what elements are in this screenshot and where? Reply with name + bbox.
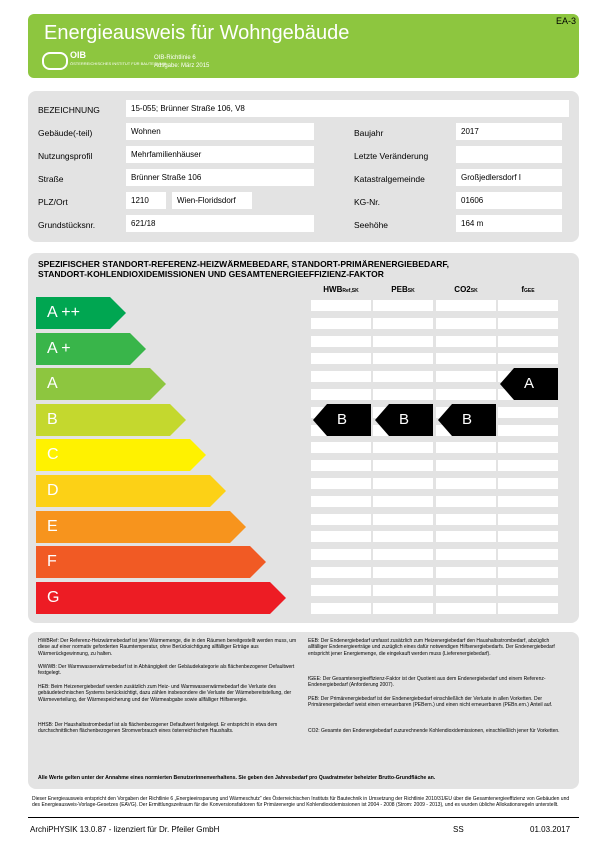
class-label: A ++ <box>47 304 80 321</box>
column-header-main: HWB <box>323 285 343 294</box>
grid-cell <box>498 603 558 614</box>
grid-column-3 <box>498 297 558 619</box>
kg-nr-label: KG-Nr. <box>354 197 380 207</box>
strasse-label: Straße <box>38 174 64 184</box>
def-hhsb: HHSB: Der Haushaltsstrombedarf ist als flächenbezogener Defaultwert festgelegt. Er entspricht in etwa dem durchschnittlichen flächenbezogenen Stromverbrauch eines österreichischen Haushalts. <box>38 722 278 735</box>
footnote: Dieser Energieausweis entspricht den Vorgaben der Richtlinie 6 „Energieeinsparung und Wärmeschutz“ des Österreichischen Instituts für Bautechnik in Umsetzung der Richtlinie 2010/31/EU über die Gesamtenergieeffizienz von Gebäuden und des Energieausweis-Vorlage-Gesetzes (EAVG). Der Ermittlungszeitraum für die Konversionsfaktoren für Primärenergie und Kohlendioxidemissionen ist 2004 - 2008 (Strom: 2009 - 2013), und es wurden übliche Allokationsregeln unterstellt. <box>32 796 570 808</box>
grid-cell <box>311 603 371 614</box>
grid-cell <box>436 567 496 578</box>
grid-cell <box>498 549 558 560</box>
class-arrow-8 <box>36 582 286 614</box>
grid-cell <box>311 353 371 364</box>
class-label: A <box>47 375 58 393</box>
class-arrow-2 <box>36 368 166 400</box>
column-header-sub: GEE <box>524 288 535 294</box>
column-header-main: PEB <box>391 285 408 294</box>
grid-cell <box>373 300 433 311</box>
grid-column-0 <box>311 297 371 619</box>
class-label: G <box>47 588 60 606</box>
grid-cell <box>373 442 433 453</box>
grid-cell <box>436 300 496 311</box>
grid-cell <box>498 531 558 542</box>
grid-cell <box>498 442 558 453</box>
grid-cell <box>373 318 433 329</box>
grid-cell <box>436 514 496 525</box>
letzte-veraenderung-label: Letzte Veränderung <box>354 151 429 161</box>
baujahr-label: Baujahr <box>354 128 384 138</box>
column-header-main: CO2 <box>454 285 471 294</box>
oib-logo-text: OIB <box>70 50 87 60</box>
seehoehe-label: Seehöhe <box>354 220 389 230</box>
grid-cell <box>311 442 371 453</box>
class-label: A + <box>47 339 71 357</box>
definitions-footer: Alle Werte gelten unter der Annahme eines normierten Benutzerinnenverhaltens. Sie geben den Jahresbedarf pro Quadratmeter beheizter Brutto-Grundfläche an. <box>38 775 436 781</box>
grundstuecksnr-label: Grundstücksnr. <box>38 220 96 230</box>
bezeichnung-label: BEZEICHNUNG <box>38 105 100 115</box>
def-peb: PEB: Der Primärenergiebedarf ist der Endenergiebedarf einschließlich der Verluste in allen Vorketten. Der Primärenergiebedarf weist einen erneuerbaren (PEBern.) und einen nicht erneuerbaren (PEBn.ern.) Anteil auf. <box>308 696 553 709</box>
column-header-1 <box>373 285 433 294</box>
grid-cell <box>498 567 558 578</box>
grid-cell <box>373 549 433 560</box>
rating-value: B <box>337 410 348 428</box>
grid-cell <box>311 549 371 560</box>
grid-cell <box>373 336 433 347</box>
grid-cell <box>373 496 433 507</box>
grid-cell <box>498 336 558 347</box>
grid-cell <box>311 371 371 382</box>
grid-cell <box>498 496 558 507</box>
bezeichnung-value: 15-055; Brünner Straße 106, V8 <box>126 100 569 117</box>
oib-logo-subtitle: ÖSTERREICHISCHES INSTITUT FÜR BAUTECHNIK <box>70 61 167 66</box>
grid-cell <box>311 478 371 489</box>
grid-cell <box>436 336 496 347</box>
ort-value: Wien-Floridsdorf <box>172 192 252 209</box>
grid-cell <box>498 353 558 364</box>
ausgabe-line: Ausgabe: März 2015 <box>154 63 210 69</box>
class-arrow-7 <box>36 546 266 578</box>
grid-cell <box>311 567 371 578</box>
class-label: E <box>47 517 58 535</box>
column-header-3 <box>498 285 558 294</box>
kg-nr-value: 01606 <box>456 192 562 209</box>
grid-cell <box>373 389 433 400</box>
issue-date: 01.03.2017 <box>530 825 571 834</box>
katastralgemeinde-label: Katastralgemeinde <box>354 174 425 184</box>
oib-logo <box>42 52 68 70</box>
rating-marker-3 <box>500 368 558 400</box>
rating-value: B <box>399 410 410 428</box>
def-heb: HEB: Beim Heizenergiebedarf werden zusätzlich zum Heiz- und Warmwasserwärmebedarf die Verluste des gebäudetechnischen Systems berücksichtigt, dazu zählen insbesondere die Verluste der Wärmebereitstellung, der Wärmeverteilung, der Wärmespeicherung und der Wärmeabgabe sowie allfälliger Hilfsenergie. <box>38 684 292 703</box>
grid-cell <box>311 300 371 311</box>
grid-cell <box>311 318 371 329</box>
building-info-panel <box>28 91 579 242</box>
grid-cell <box>373 478 433 489</box>
class-label: C <box>47 446 59 464</box>
grid-cell <box>436 460 496 471</box>
grid-cell <box>436 478 496 489</box>
class-arrow-0 <box>36 297 126 329</box>
grid-cell <box>311 496 371 507</box>
class-label: B <box>47 410 58 428</box>
column-header-2 <box>436 285 496 294</box>
grid-cell <box>498 478 558 489</box>
grid-cell <box>436 371 496 382</box>
grid-column-2 <box>436 297 496 619</box>
grid-cell <box>311 585 371 596</box>
class-arrow-6 <box>36 511 246 543</box>
definitions-panel <box>28 632 579 789</box>
rating-marker-1 <box>375 404 433 436</box>
grid-cell <box>373 585 433 596</box>
efficiency-panel <box>28 253 579 623</box>
grid-cell <box>373 567 433 578</box>
grid-cell <box>498 425 558 436</box>
grid-cell <box>498 407 558 418</box>
grid-cell <box>373 460 433 471</box>
rating-value: B <box>462 410 473 428</box>
grid-cell <box>311 514 371 525</box>
grid-cell <box>436 549 496 560</box>
def-hwb: HWBRef: Der Referenz-Heizwärmebedarf ist jene Wärmemenge, die in den Räumen bereitgestellt werden muss, um diese auf einer normativ geforderten Raumtemperatur, ohne Berücksichtigung allfälliger Erträge aus Wärmerückgewinnung, zu halten. <box>38 638 297 657</box>
grid-cell <box>498 318 558 329</box>
def-fgee: fGEE: Der Gesamtenergieeffizienz-Faktor ist der Quotient aus dem Endenergiebedarf und einem Referenz-Endenergiebedarf (Anforderung 2007). <box>308 676 546 689</box>
grid-cell <box>436 442 496 453</box>
class-arrow-1 <box>36 333 146 365</box>
strasse-value: Brünner Straße 106 <box>126 169 314 186</box>
grid-cell <box>436 318 496 329</box>
grid-cell <box>373 371 433 382</box>
grid-column-1 <box>373 297 433 619</box>
grid-cell <box>373 603 433 614</box>
richtlinie-info <box>154 54 209 70</box>
katastralgemeinde-value: Großjedlersdorf I <box>456 169 562 186</box>
seehoehe-value: 164 m <box>456 215 562 232</box>
nutzungsprofil-label: Nutzungsprofil <box>38 151 93 161</box>
author-initials: SS <box>453 825 464 834</box>
richtlinie-line: OIB-Richtlinie 6 <box>154 55 196 61</box>
grid-cell <box>436 496 496 507</box>
grundstuecksnr-value: 621/18 <box>126 215 314 232</box>
grid-cell <box>311 336 371 347</box>
grid-cell <box>373 514 433 525</box>
efficiency-title-line2: STANDORT-KOHLENDIOXIDEMISSIONEN UND GESAMTENERGIEEFFIZIENZ-FAKTOR <box>38 269 384 279</box>
plz-ort-label: PLZ/Ort <box>38 197 68 207</box>
footer-divider <box>28 817 579 818</box>
column-header-sub: SK <box>407 288 415 294</box>
column-header-sub: Ref,SK <box>342 288 359 294</box>
efficiency-title <box>38 259 449 279</box>
grid-cell <box>436 389 496 400</box>
grid-cell <box>311 531 371 542</box>
grid-cell <box>311 389 371 400</box>
baujahr-value: 2017 <box>456 123 562 140</box>
grid-cell <box>373 353 433 364</box>
grid-cell <box>498 585 558 596</box>
header-banner <box>28 14 579 78</box>
gebaeude-label: Gebäude(-teil) <box>38 128 93 138</box>
letzte-veraenderung-value <box>456 146 562 163</box>
grid-cell <box>436 531 496 542</box>
nutzungsprofil-value: Mehrfamilienhäuser <box>126 146 314 163</box>
column-header-sub: SK <box>470 288 478 294</box>
document-code: EA-3 <box>556 16 577 26</box>
def-eeb: EEB: Der Endenergiebedarf umfasst zusätzlich zum Heizenergiebedarf den Haushaltsstrombedarf, abzüglich allfälliger Endenergieerträge und zuzüglich eines dafür notwendigen Hilfsenergiebedarfs. Der Endenergiebedarf entspricht jener Energiemenge, die eingekauft werden muss (Lieferenergiebedarf). <box>308 638 555 657</box>
class-label: D <box>47 482 59 499</box>
plz-value: 1210 <box>126 192 166 209</box>
grid-cell <box>436 603 496 614</box>
grid-cell <box>498 514 558 525</box>
column-header-0 <box>311 285 371 294</box>
def-co2: CO2: Gesamte den Endenergiebedarf zuzurechnende Kohlendioxidemissionen, einschließlich jener für Vorketten. <box>308 728 560 734</box>
class-arrow-3 <box>36 404 186 436</box>
column-header-main: f <box>521 285 525 294</box>
def-wwwb: WWWB: Der Warmwasserwärmebedarf ist in Abhängigkeit der Gebäudekategorie als flächenbezogener Defaultwert festgelegt. <box>38 664 295 677</box>
grid-cell <box>498 300 558 311</box>
class-arrow-4 <box>36 439 206 471</box>
gebaeude-value: Wohnen <box>126 123 314 140</box>
rating-marker-2 <box>438 404 496 436</box>
grid-cell <box>498 460 558 471</box>
grid-cell <box>311 460 371 471</box>
grid-cell <box>436 353 496 364</box>
rating-value: A <box>524 375 535 393</box>
class-arrow-5 <box>36 475 226 507</box>
rating-marker-0 <box>313 404 371 436</box>
grid-cell <box>436 585 496 596</box>
class-label: F <box>47 553 57 571</box>
grid-cell <box>373 531 433 542</box>
efficiency-title-line1: SPEZIFISCHER STANDORT-REFERENZ-HEIZWÄRMEBEDARF, STANDORT-PRIMÄRENERGIEBEDARF, <box>38 259 449 269</box>
software-license: ArchiPHYSIK 13.0.87 - lizenziert für Dr. Pfeiler GmbH <box>30 825 220 834</box>
page-title: Energieausweis für Wohngebäude <box>44 22 350 44</box>
